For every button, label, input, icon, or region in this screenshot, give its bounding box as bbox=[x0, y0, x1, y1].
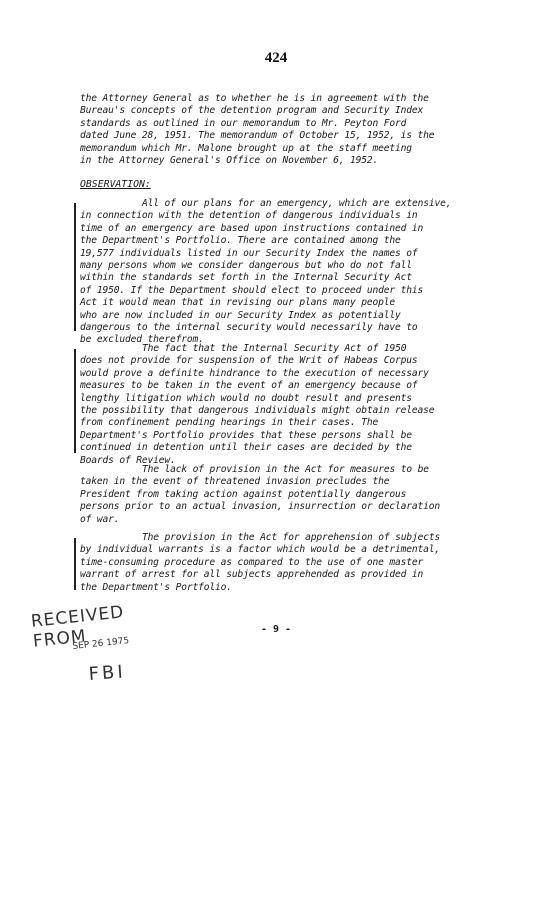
margin-bracket bbox=[74, 203, 76, 331]
observation-paragraph-3: The lack of provision in the Act for measures to be taken in the event of threatened invasion precludes the President from taking action against potentially dangerous persons prior to an actual invasion, insurrection or declaration of war. bbox=[80, 464, 441, 525]
observation-paragraph-1: All of our plans for an emergency, which are extensive, in connection with the detention of dangerous individuals in time of an emergency are based upon instructions contained in the Department's Portfolio. There are contained among the 19,577 individuals listed in our Security Index the names of many persons whom we consider dangerous but who do not fall within the standards set forth in the Internal Security Act of 1950. If the Department should elect to proceed under this Act it would mean that in revising our plans many people who are now included in our Security Index as potentially dangerous to the internal security would necessarily have to be excluded therefrom. bbox=[80, 198, 452, 346]
stamp-line-1: RECEIVED FROM bbox=[30, 602, 126, 652]
stamp-date: SEP 26 1975 bbox=[72, 636, 130, 652]
page-number: 424 bbox=[264, 50, 288, 66]
footer-page-number: - 9 - bbox=[260, 624, 292, 635]
stamp-agency: FBI bbox=[88, 661, 127, 685]
observation-paragraph-2: The fact that the Internal Security Act of 1950 does not provide for suspension of the Writ of Habeas Corpus would prove a definite hindrance to the execution of necessary measures to be taken in the event of an emergency because of lengthy litigation which would no doubt result and presents the possibility that dangerous individuals might obtain release from confinement pending hearings in their cases. The Department's Portfolio provides that these persons shall be continued in detention until their cases are decided by the Boards of Review. bbox=[80, 343, 435, 466]
margin-bracket bbox=[74, 349, 76, 453]
margin-bracket bbox=[74, 538, 76, 590]
observation-paragraph-4: The provision in the Act for apprehension of subjects by individual warrants is a factor which would be a detrimental, time-consuming procedure as compared to the use of one master warrant of arrest for all subjects apprehended as provided in the Department's Portfolio. bbox=[80, 532, 441, 593]
received-stamp bbox=[30, 602, 170, 702]
intro-paragraph: the Attorney General as to whether he is in agreement with the Bureau's concepts of the detention program and Security Index standards as outlined in our memorandum to Mr. Peyton Ford dated June 28, 1951. The memorandum of October 15, 1952, is the memorandum which Mr. Malone brought up at the staff meeting in the Attorney General's Office on November 6, 1952. bbox=[80, 93, 435, 167]
section-heading: OBSERVATION: bbox=[80, 179, 151, 190]
